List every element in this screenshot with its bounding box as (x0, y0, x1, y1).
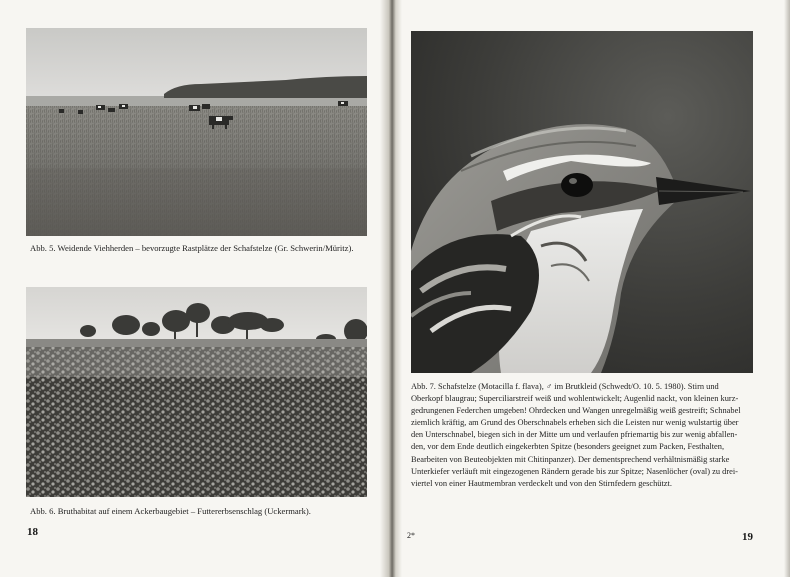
figure-5-caption: Abb. 5. Weidende Viehherden – bevorzugte Rastplätze der Schafstelze (Gr. Schwerin/Müritz). (30, 243, 354, 253)
figure-7-caption-line: ziemlich kräftig, am Grund des Oberschnabels erheben sich die Leisten nur wenig wulstartig über (411, 418, 739, 428)
left-page (0, 0, 392, 577)
page-edge-shadow (784, 0, 790, 577)
wagtail-portrait-photo (411, 31, 753, 373)
book-gutter (380, 0, 402, 577)
figure-7-caption-line: Bearbeiten von Beuteobjekten mit Chitinpanzer). Der dementsprechend verhältnismäßig starke (411, 454, 730, 464)
figure-7-caption-line: Abb. 7. Schafstelze (Motacilla f. flava), ♂ im Brutkleid (Schwedt/O. 10. 5. 1980). Stirn und (411, 382, 719, 391)
figure-7-caption-line: Unterkiefer verläuft mit eingezogenen Rändern gerade bis zur Spitze; Nasenlöcher (oval) zu drei- (411, 466, 738, 476)
figure-7-caption-line: den Unterschnabel, biegen sich in der Mitte um und verlaufen pfriemartig bis zur wenig abfallen- (411, 430, 738, 440)
figure-6-caption: Abb. 6. Bruthabitat auf einem Ackerbaugebiet – Futtererbsenschlag (Uckermark). (30, 506, 311, 516)
page-number-left: 18 (27, 526, 38, 538)
right-page (392, 0, 790, 577)
figure-7-caption-line: viertel von einer Hautmembran verdeckelt und von den Stirnfedern geschützt. (411, 478, 672, 488)
page-number-right: 19 (742, 531, 753, 543)
pea-field-photo (26, 287, 367, 497)
signature-mark: 2* (407, 531, 415, 540)
cattle-pasture-photo (26, 28, 367, 236)
figure-7-caption-line: Oberkopf blaugrau; Superciliarstreif weiß und wohlentwickelt; Augenlid nackt, von kleinen kurz- (411, 394, 739, 404)
figure-7-caption-line: den, vor dem Ende deutlich eingekerbten Spitze (besonders geeignet zum Packen, Festhalten, (411, 442, 725, 452)
figure-7-caption (411, 381, 756, 490)
figure-7-caption-line: gedrungenen Federchen umgeben! Ohrdecken und Wangen unregelmäßig weiß gestreift; Schnabel (411, 406, 741, 416)
